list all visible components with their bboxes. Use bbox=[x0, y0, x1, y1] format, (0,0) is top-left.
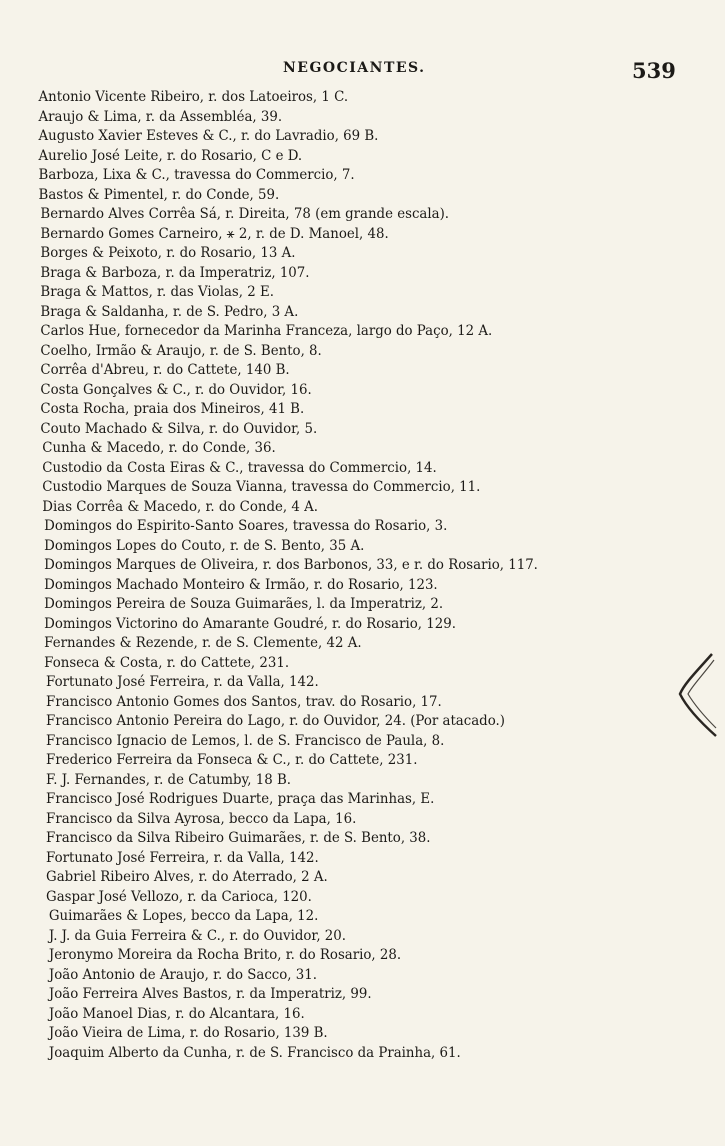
list-item: Araujo & Lima, r. da Assembléa, 39. bbox=[38, 108, 283, 125]
list-item: Francisco Antonio Gomes dos Santos, trav. do Rosario, 17. bbox=[46, 693, 442, 710]
list-item: Bernardo Alves Corrêa Sá, r. Direita, 78 (em grande escala). bbox=[40, 206, 450, 222]
list-item: Couto Machado & Silva, r. do Ouvidor, 5. bbox=[40, 420, 318, 437]
list-item: Aurelio José Leite, r. do Rosario, C e D. bbox=[38, 147, 303, 164]
list-item: Francisco José Rodrigues Duarte, praça das Marinhas, E. bbox=[46, 791, 435, 807]
list-item: Bastos & Pimentel, r. do Conde, 59. bbox=[38, 186, 280, 203]
list-item: Barboza, Lixa & C., travessa do Commercio, 7. bbox=[38, 167, 355, 183]
list-item: Domingos Marques de Oliveira, r. dos Barbonos, 33, e r. do Rosario, 117. bbox=[44, 557, 538, 573]
list-item: Fonseca & Costa, r. do Cattete, 231. bbox=[44, 654, 290, 671]
list-item: Francisco Ignacio de Lemos, l. de S. Francisco de Paula, 8. bbox=[46, 732, 445, 749]
running-head: NEGOCIANTES. bbox=[283, 60, 426, 76]
list-item: Costa Gonçalves & C., r. do Ouvidor, 16. bbox=[40, 381, 312, 398]
list-item: Cunha & Macedo, r. do Conde, 36. bbox=[42, 440, 276, 456]
list-item: Borges & Peixoto, r. do Rosario, 13 A. bbox=[40, 245, 296, 261]
list-item: João Manoel Dias, r. do Alcantara, 16. bbox=[48, 1005, 305, 1022]
list-item: Guimarães & Lopes, becco da Lapa, 12. bbox=[48, 908, 319, 924]
list-item: Jeronymo Moreira da Rocha Brito, r. do Rosario, 28. bbox=[48, 947, 402, 963]
list-item: João Antonio de Araujo, r. do Sacco, 31. bbox=[48, 966, 318, 983]
list-item: João Ferreira Alves Bastos, r. da Imperatriz, 99. bbox=[48, 986, 372, 1002]
list-item: F. J. Fernandes, r. de Catumby, 18 B. bbox=[46, 771, 292, 788]
list-item: Bernardo Gomes Carneiro, ⚹ 2, r. de D. Manoel, 48. bbox=[40, 225, 389, 242]
list-item: Braga & Barboza, r. da Imperatriz, 107. bbox=[40, 264, 310, 281]
list-item: Gabriel Ribeiro Alves, r. do Aterrado, 2 A. bbox=[46, 869, 328, 885]
list-item: Francisco Antonio Pereira do Lago, r. do Ouvidor, 24. (Por atacado.) bbox=[46, 713, 505, 729]
list-item: Augusto Xavier Esteves & C., r. do Lavradio, 69 B. bbox=[38, 128, 379, 144]
list-item: Coelho, Irmão & Araujo, r. de S. Bento, 8. bbox=[40, 342, 322, 359]
list-item: Carlos Hue, fornecedor da Marinha Franceza, largo do Paço, 12 A. bbox=[40, 323, 493, 339]
page-edge-mark bbox=[678, 650, 718, 740]
list-item: Fortunato José Ferreira, r. da Valla, 142. bbox=[46, 674, 319, 690]
list-item: Braga & Mattos, r. das Violas, 2 E. bbox=[40, 284, 274, 300]
list-item: Fernandes & Rezende, r. de S. Clemente, 42 A. bbox=[44, 635, 362, 651]
list-item: Domingos do Espirito-Santo Soares, travessa do Rosario, 3. bbox=[44, 518, 448, 534]
list-item: Corrêa d'Abreu, r. do Cattete, 140 B. bbox=[40, 362, 290, 378]
page-number: 539 bbox=[632, 58, 676, 83]
list-item: Fortunato José Ferreira, r. da Valla, 142. bbox=[46, 849, 319, 866]
list-item: João Vieira de Lima, r. do Rosario, 139 B. bbox=[48, 1025, 328, 1041]
page-header bbox=[0, 58, 725, 82]
list-item: Gaspar José Vellozo, r. da Carioca, 120. bbox=[46, 888, 312, 905]
list-item: J. J. da Guia Ferreira & C., r. do Ouvidor, 20. bbox=[48, 927, 347, 944]
list-item: Domingos Pereira de Souza Guimarães, l. da Imperatriz, 2. bbox=[44, 596, 444, 612]
list-item: Domingos Lopes do Couto, r. de S. Bento, 35 A. bbox=[44, 537, 365, 554]
list-item: Francisco da Silva Ribeiro Guimarães, r. de S. Bento, 38. bbox=[46, 830, 431, 846]
list-item: Francisco da Silva Ayrosa, becco da Lapa, 16. bbox=[46, 810, 357, 827]
list-item: Domingos Machado Monteiro & Irmão, r. do Rosario, 123. bbox=[44, 576, 438, 593]
list-item: Joaquim Alberto da Cunha, r. de S. Francisco da Prainha, 61. bbox=[48, 1044, 461, 1061]
list-item: Dias Corrêa & Macedo, r. do Conde, 4 A. bbox=[42, 498, 318, 515]
list-item: Costa Rocha, praia dos Mineiros, 41 B. bbox=[40, 401, 305, 417]
list-item: Domingos Victorino do Amarante Goudré, r. do Rosario, 129. bbox=[44, 615, 456, 632]
list-item: Frederico Ferreira da Fonseca & C., r. do Cattete, 231. bbox=[46, 752, 418, 768]
merchant-list bbox=[0, 88, 725, 1063]
list-item: Custodio Marques de Souza Vianna, travessa do Commercio, 11. bbox=[42, 479, 481, 495]
list-item: Braga & Saldanha, r. de S. Pedro, 3 A. bbox=[40, 303, 299, 320]
list-item: Antonio Vicente Ribeiro, r. dos Latoeiros, 1 C. bbox=[38, 89, 349, 105]
list-item: Custodio da Costa Eiras & C., travessa do Commercio, 14. bbox=[42, 459, 437, 476]
